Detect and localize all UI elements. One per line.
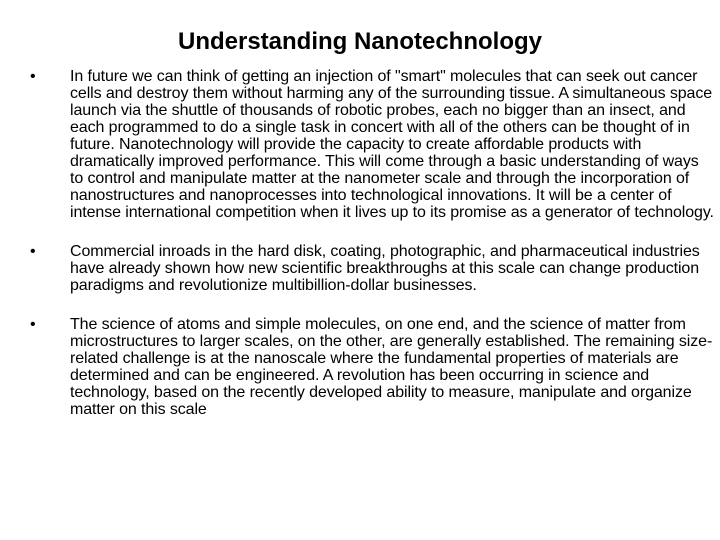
bullet-dot-icon: • — [30, 68, 36, 85]
bullet-text: The science of atoms and simple molecules, on one end, and the science of matter from microstructures to larger scales, on the other, are generally established. The remaining size-related challenge is at the nanoscale where the fundamental properties of materials are determined and can be engineered. A revolution has been occurring in science and technology, based on the recently developed ability to measure, manipulate and organize matter on this scale — [70, 316, 713, 418]
bullet-item — [0, 243, 715, 294]
bullet-item — [0, 316, 715, 418]
bullet-item — [0, 68, 715, 221]
bullet-text: In future we can think of getting an injection of "smart" molecules that can seek out cancer cells and destroy them without harming any of the surrounding tissue. A simultaneous space launch via the shuttle of thousands of robotic probes, each no bigger than an insect, and each programmed to do a single task in concert with all of the others can be thought of in future. Nanotechnology will provide the capacity to create affordable products with dramatically improved performance. This will come through a basic understanding of ways to control and manipulate matter at the nanometer scale and through the incorporation of nanostructures and nanoprocesses into technological innovations. It will be a center of intense international competition when it lives up to its promise as a generator of technology. — [70, 68, 714, 221]
bullet-dot-icon: • — [30, 243, 36, 260]
bullet-text: Commercial inroads in the hard disk, coating, photographic, and pharmaceutical industries have already shown how new scientific breakthroughs at this scale can change production paradigms and revolutionize multibillion-dollar businesses. — [70, 243, 700, 294]
bullet-list — [0, 68, 720, 418]
slide-title: Understanding Nanotechnology — [177, 28, 542, 55]
bullet-dot-icon: • — [30, 316, 36, 333]
